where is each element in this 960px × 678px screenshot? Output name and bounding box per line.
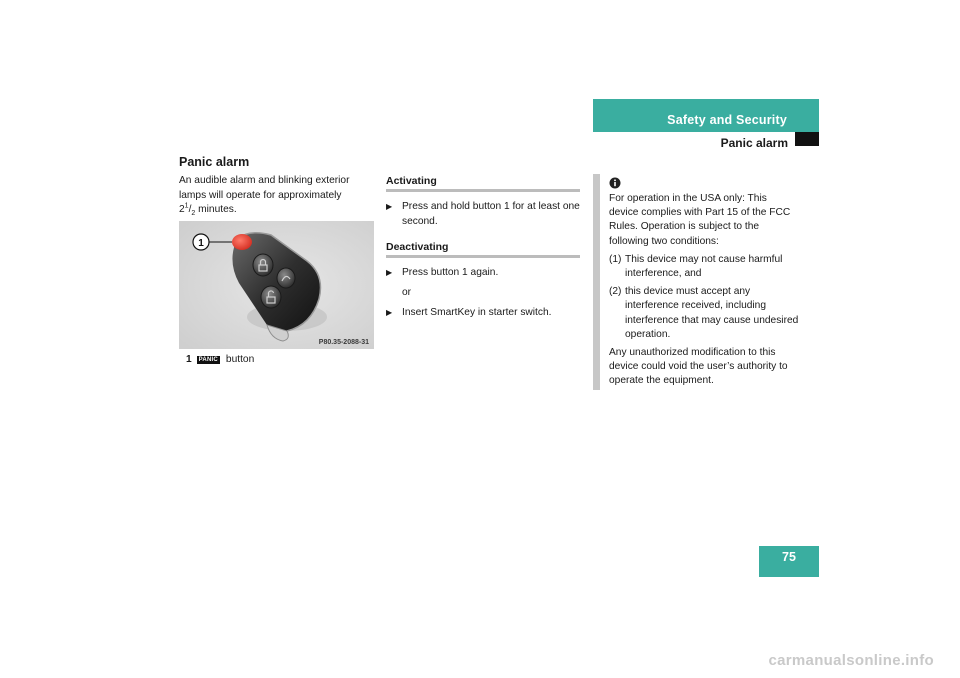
info-note <box>609 192 799 393</box>
callout-number: 1 <box>198 238 204 249</box>
activating-step <box>386 200 580 229</box>
intro-line: An audible alarm and blinking exterior <box>179 175 350 186</box>
or-separator: or <box>402 287 412 298</box>
info-closing: Any unauthorized modification to this device could void the user’s authority to operate the equipment. <box>609 347 788 387</box>
duration-numerator: 1 <box>184 202 189 210</box>
duration-unit: minutes. <box>195 204 237 216</box>
activating-heading: Activating <box>386 175 580 192</box>
bullet-arrow-icon: ▶ <box>386 202 393 211</box>
info-sidebar-bar <box>593 174 600 390</box>
intro-line: lamps will operate for approximately <box>179 189 342 201</box>
page-number-box <box>759 546 819 577</box>
page-title: Panic alarm <box>179 155 250 169</box>
figure-caption <box>186 354 254 365</box>
deactivating-step <box>386 266 580 281</box>
deactivating-heading: Deactivating <box>386 241 580 258</box>
list-number: (1) <box>609 253 622 265</box>
section-title: Safety and Security <box>667 113 787 127</box>
duration-slash: / <box>188 204 192 216</box>
deactivating-step <box>386 306 580 321</box>
intro-duration <box>179 203 369 218</box>
intro-paragraph <box>179 174 369 218</box>
header-marker <box>795 132 819 146</box>
list-item <box>609 285 799 342</box>
step-text: Press button 1 again. <box>402 267 499 278</box>
list-item <box>609 253 799 281</box>
list-text: This device may not cause harmful interference, and <box>625 253 783 280</box>
bullet-arrow-icon: ▶ <box>386 268 393 277</box>
panic-button-graphic <box>232 234 252 250</box>
list-text: this device must accept any interference received, including interference that may cause undesired operation. <box>625 286 799 340</box>
panic-badge: PANIC <box>198 356 218 363</box>
bullet-arrow-icon: ▶ <box>386 308 393 317</box>
caption-number: 1 <box>186 354 192 365</box>
info-intro: For operation in the USA only: This device complies with Part 15 of the FCC Rules. Operation is subject to the following two conditions: <box>609 193 791 247</box>
duration-denominator: 2 <box>191 210 196 218</box>
watermark: carmanualsonline.info <box>768 652 934 669</box>
smartkey-illustration <box>179 221 374 349</box>
page-number: 75 <box>782 550 796 564</box>
list-number: (2) <box>609 286 622 298</box>
header-band <box>593 99 819 132</box>
step-text: Insert SmartKey in starter switch. <box>402 307 552 318</box>
smartkey-photo <box>179 221 374 349</box>
trunk-button-graphic <box>277 268 295 288</box>
step-text: Press and hold button 1 for at least one second. <box>402 201 580 227</box>
caption-text: button <box>225 354 255 365</box>
subsection-title: Panic alarm <box>720 136 788 150</box>
duration-whole: 2 <box>179 204 185 216</box>
figure-code: P80.35-2088-31 <box>318 339 369 346</box>
